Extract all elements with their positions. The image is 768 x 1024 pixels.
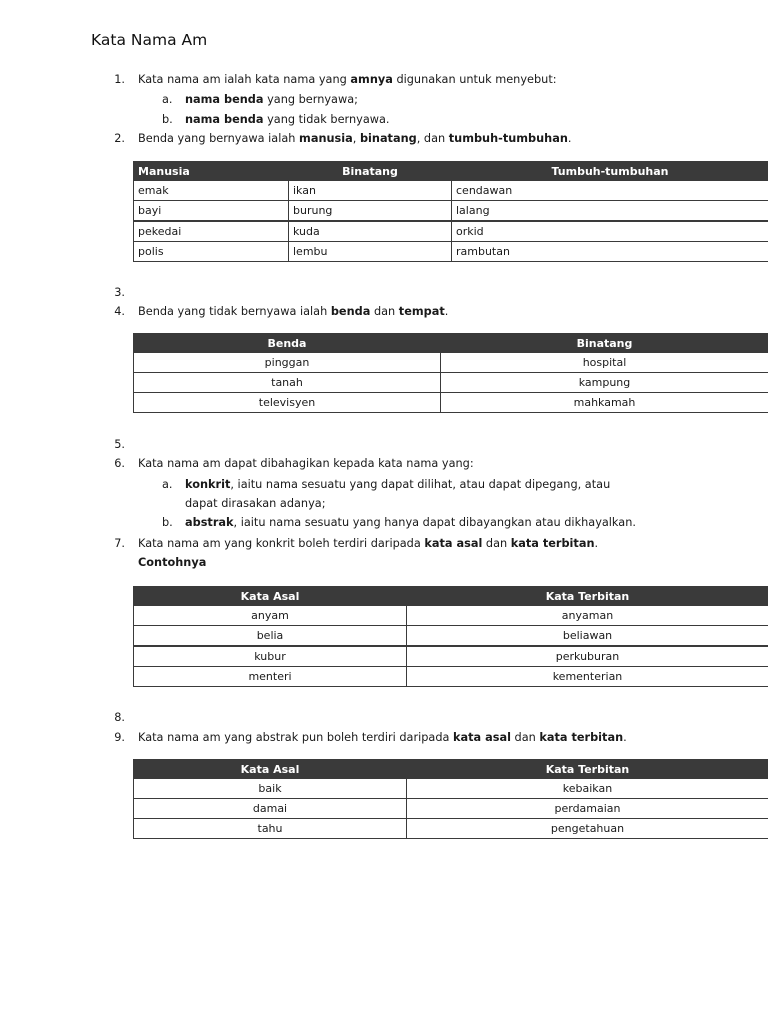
bold-term: abstrak (185, 516, 234, 529)
table-cell: pengetahuan (407, 819, 768, 839)
text-run: Kata nama am ialah kata nama yang (138, 73, 351, 86)
sub-item-marker: a. (162, 93, 173, 106)
text-run: , iaitu nama sesuatu yang dapat dilihat, atau dapat dipegang, atau (230, 478, 611, 491)
table-cell: kubur (134, 646, 407, 667)
item-text (138, 132, 571, 146)
item-text: Kata nama am dapat dibahagikan kepada kata nama yang: (138, 457, 474, 470)
text-run: . (623, 731, 627, 744)
sub-item-text (185, 516, 636, 530)
column-header: Manusia (134, 162, 289, 181)
sub-item-text: dapat dirasakan adanya; (185, 497, 326, 510)
table-cell: menteri (134, 667, 407, 687)
table-cell: anyam (134, 606, 407, 626)
item-number: 5. (114, 438, 125, 451)
table-cell: lembu (289, 242, 452, 262)
table-row (134, 779, 768, 799)
table-cell: perdamaian (407, 799, 768, 819)
table-cell: kampung (441, 373, 768, 393)
column-header: Binatang (289, 162, 452, 181)
bold-term: benda (330, 305, 371, 318)
table-cell: bayi (134, 201, 289, 222)
item-number: 7. (114, 537, 125, 550)
table-cell: kementerian (407, 667, 768, 687)
item-text (138, 731, 627, 745)
bold-term: kata asal (453, 731, 511, 744)
table-cell: burung (289, 201, 452, 222)
text-run: . (567, 132, 572, 145)
table-row (134, 242, 768, 262)
column-header: Binatang (441, 334, 768, 353)
text-run: Benda yang bernyawa ialah (138, 132, 300, 145)
sub-item-text (185, 478, 610, 492)
text-run: Kata nama am yang konkrit boleh terdiri daripada (138, 537, 425, 550)
table-bernyawa (133, 161, 768, 262)
item-number: 4. (114, 305, 125, 318)
column-header: Kata Terbitan (407, 760, 768, 779)
page-title: Kata Nama Am (91, 31, 208, 49)
text-run: Benda yang tidak bernyawa ialah (138, 305, 331, 318)
text-run: , (352, 132, 360, 145)
text-run: . (594, 537, 599, 550)
column-header: Tumbuh-tumbuhan (452, 162, 768, 181)
table-row (134, 626, 768, 647)
bold-term: konkrit (185, 478, 231, 491)
column-header: Kata Asal (134, 760, 407, 779)
bold-term: tumbuh-tumbuhan (448, 132, 568, 145)
sub-item-text (185, 113, 390, 127)
table-row (134, 221, 768, 242)
bold-term: kata asal (424, 537, 483, 550)
item-number: 1. (114, 73, 125, 86)
text-run: yang bernyawa; (263, 93, 358, 106)
table-row (134, 393, 768, 413)
table-cell: belia (134, 626, 407, 647)
table-header-row (134, 760, 768, 779)
table-cell: televisyen (134, 393, 441, 413)
table-cell: beliawan (407, 626, 768, 647)
table-cell: kuda (289, 221, 452, 242)
table-header-row (134, 334, 768, 353)
table-cell: mahkamah (441, 393, 768, 413)
bold-term: Contohnya (138, 556, 207, 569)
table-konkrit (133, 586, 768, 687)
column-header: Kata Asal (134, 587, 407, 606)
item-text (138, 73, 557, 87)
table-header-row (134, 587, 768, 606)
bold-term: binatang (359, 132, 417, 145)
table-cell: damai (134, 799, 407, 819)
sub-item-marker: b. (162, 113, 173, 126)
text-run: yang tidak bernyawa. (263, 113, 390, 126)
column-header: Benda (134, 334, 441, 353)
table-cell: pekedai (134, 221, 289, 242)
bold-term: manusia (299, 132, 353, 145)
text-run: Kata nama am yang abstrak pun boleh terdiri daripada (138, 731, 453, 744)
item-number: 3. (114, 286, 125, 299)
table-row (134, 646, 768, 667)
table-cell: kebaikan (407, 779, 768, 799)
table-cell: pinggan (134, 353, 441, 373)
text-run: . (444, 305, 449, 318)
table-cell: tanah (134, 373, 441, 393)
table-row (134, 819, 768, 839)
table-cell: ikan (289, 181, 452, 201)
table-row (134, 606, 768, 626)
text-run: , iaitu nama sesuatu yang hanya dapat dibayangkan atau dikhayalkan. (233, 516, 636, 529)
bold-term: nama benda (185, 93, 264, 106)
item-text (138, 537, 598, 551)
text-run: , dan (416, 132, 449, 145)
text-run: dan (482, 537, 511, 550)
bold-term: kata terbitan (539, 731, 624, 744)
table-cell: emak (134, 181, 289, 201)
bold-term: nama benda (185, 113, 264, 126)
table-cell: hospital (441, 353, 768, 373)
text-run: dan (370, 305, 399, 318)
sub-item-marker: a. (162, 478, 173, 491)
item-number: 8. (114, 711, 125, 724)
table-row (134, 201, 768, 222)
table-cell: rambutan (452, 242, 768, 262)
item-number: 2. (114, 132, 125, 145)
bold-term: tempat (398, 305, 445, 318)
table-cell: anyaman (407, 606, 768, 626)
sub-item-marker: b. (162, 516, 173, 529)
item-number: 9. (114, 731, 125, 744)
table-row (134, 799, 768, 819)
table-cell: tahu (134, 819, 407, 839)
text-run: dan (510, 731, 540, 744)
text-run: digunakan untuk menyebut: (392, 73, 557, 86)
item-number: 6. (114, 457, 125, 470)
table-row (134, 667, 768, 687)
column-header: Kata Terbitan (407, 587, 768, 606)
table-cell: lalang (452, 201, 768, 222)
table-row (134, 181, 768, 201)
table-header-row (134, 162, 768, 181)
table-row (134, 373, 768, 393)
table-row (134, 353, 768, 373)
table-tidak-bernyawa (133, 333, 768, 413)
bold-term: amnya (350, 73, 393, 86)
contohnya-label (138, 556, 206, 570)
table-cell: polis (134, 242, 289, 262)
sub-item-text (185, 93, 358, 107)
table-abstrak (133, 759, 768, 839)
item-text (138, 305, 448, 319)
table-cell: orkid (452, 221, 768, 242)
bold-term: kata terbitan (510, 537, 595, 550)
table-cell: perkuburan (407, 646, 768, 667)
table-cell: cendawan (452, 181, 768, 201)
table-cell: baik (134, 779, 407, 799)
